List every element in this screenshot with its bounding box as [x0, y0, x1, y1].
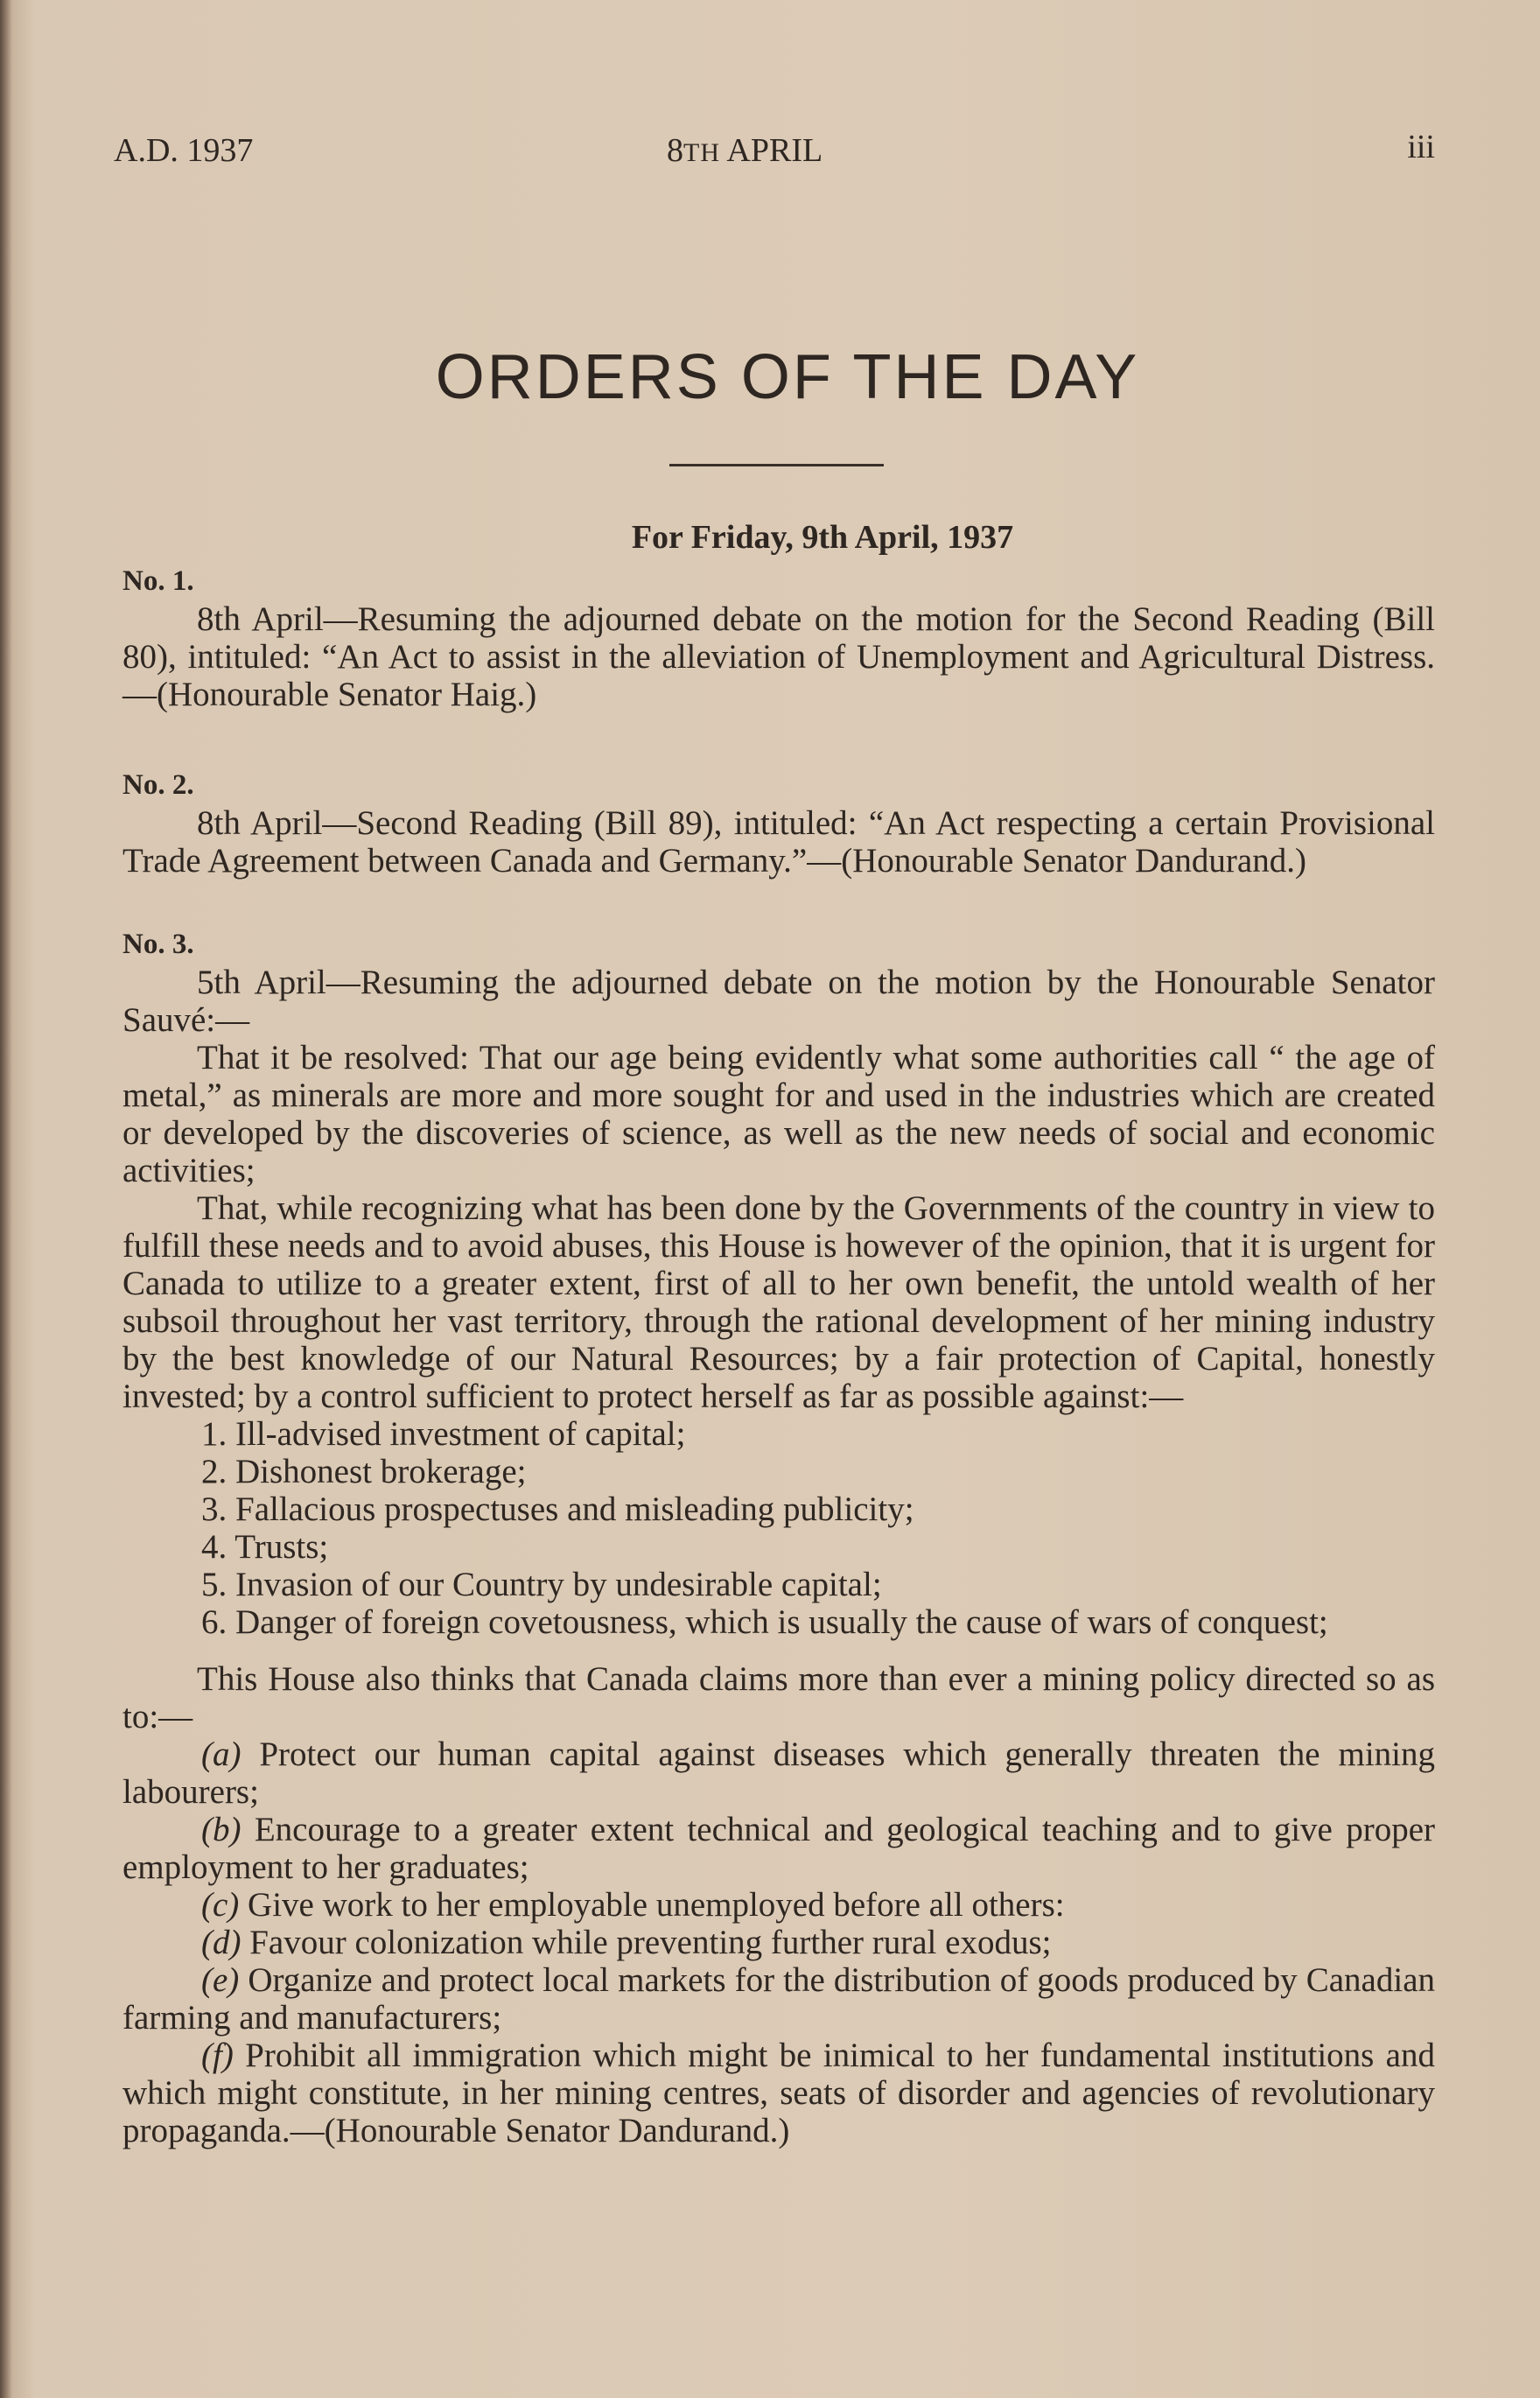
- sub-item: [122, 2037, 1435, 2149]
- sub-item-text: Protect our human capital against diseases which generally threaten the mining labourers;: [122, 1735, 1435, 1811]
- sub-item: [122, 1924, 1435, 1961]
- sub-item: [122, 1886, 1435, 1924]
- title-divider: [669, 464, 884, 466]
- header-date: [667, 131, 822, 170]
- sub-item-letter: (c): [201, 1886, 240, 1924]
- list-item: 1. Ill-advised investment of capital;: [201, 1415, 686, 1453]
- page-number: iii: [1407, 129, 1435, 165]
- sub-item-text: Favour colonization while preventing further rural exodus;: [241, 1924, 1052, 1961]
- item-text: 8th April—Second Reading (Bill 89), intituled: “An Act respecting a certain Provisional Trade Agreement between Canada and Germany.”—(Honourable Senator Dandurand.): [122, 804, 1435, 880]
- page-title: ORDERS OF THE DAY: [435, 342, 1140, 412]
- list-item: 2. Dishonest brokerage;: [201, 1453, 527, 1490]
- item-intro: 5th April—Resuming the adjourned debate on the motion by the Honourable Senator Sauvé:—: [122, 964, 1435, 1039]
- sub-item-letter: (e): [201, 1961, 240, 1999]
- list-item: 5. Invasion of our Country by undesirable capital;: [201, 1566, 882, 1603]
- page-header: [114, 131, 1435, 175]
- sub-item-letter: (d): [201, 1924, 242, 1961]
- sub-item: [122, 1811, 1435, 1886]
- sub-item-letter: (f): [201, 2037, 234, 2074]
- sub-item-letter: (a): [201, 1735, 242, 1773]
- item-text: 8th April—Resuming the adjourned debate on the motion for the Second Reading (Bill 80), intituled: “An Act to assist in the alleviation of Unemployment and Agricultural Distress.—(Honourable Senator Haig.): [122, 600, 1435, 713]
- sub-item-text: Give work to her employable unemployed before all others:: [239, 1886, 1065, 1924]
- sub-item-text: Encourage to a greater extent technical and geological teaching and to give proper employment to her graduates;: [122, 1811, 1435, 1886]
- date-heading: For Friday, 9th April, 1937: [631, 519, 1014, 556]
- sub-item-letter: (b): [201, 1811, 242, 1848]
- resolution-paragraph: That it be resolved: That our age being evidently what some authorities call “ the age of metal,” as minerals are more and more sought for and used in the industries which are created or developed by the discoveries of science, as well as the new needs of social and economic activities;: [122, 1039, 1435, 1189]
- item-number: No. 1.: [122, 565, 194, 597]
- resolution-paragraph: That, while recognizing what has been done by the Governments of the country in view to fulfill these needs and to avoid abuses, this House is however of the opinion, that it is urgent for Canada to utilize to a greater extent, first of all to her own benefit, the untold wealth of her subsoil throughout her vast territory, through the rational development of her mining industry by the best knowledge of our Natural Resources; by a fair protection of Capital, honestly invested; by a control sufficient to protect herself as far as possible against:—: [122, 1189, 1435, 1415]
- header-date-month: APRIL: [720, 132, 823, 169]
- item-number: No. 3.: [122, 929, 194, 960]
- orders-body: [122, 562, 1435, 2149]
- header-date-num: 8: [667, 132, 683, 169]
- sub-item-text: Organize and protect local markets for the distribution of goods produced by Canadian farming and manufacturers;: [122, 1961, 1435, 2037]
- sub-item-text: Prohibit all immigration which might be inimical to her fundamental institutions and which might constitute, in her mining centres, seats of disorder and agencies of revolutionary propaganda.—(Honourable Senator Dandurand.): [122, 2037, 1435, 2149]
- header-year: A.D. 1937: [114, 132, 254, 169]
- list-item: 6. Danger of foreign covetousness, which is usually the cause of wars of conquest;: [201, 1603, 1328, 1641]
- list-item: 3. Fallacious prospectuses and misleading publicity;: [201, 1490, 914, 1528]
- item-number: No. 2.: [122, 769, 194, 801]
- list-item: 4. Trusts;: [201, 1528, 329, 1566]
- header-date-suffix: TH: [683, 138, 720, 167]
- sub-item: [122, 1735, 1435, 1811]
- sub-item: [122, 1961, 1435, 2037]
- policy-paragraph: This House also thinks that Canada claims more than ever a mining policy directed so as to:—: [122, 1660, 1435, 1735]
